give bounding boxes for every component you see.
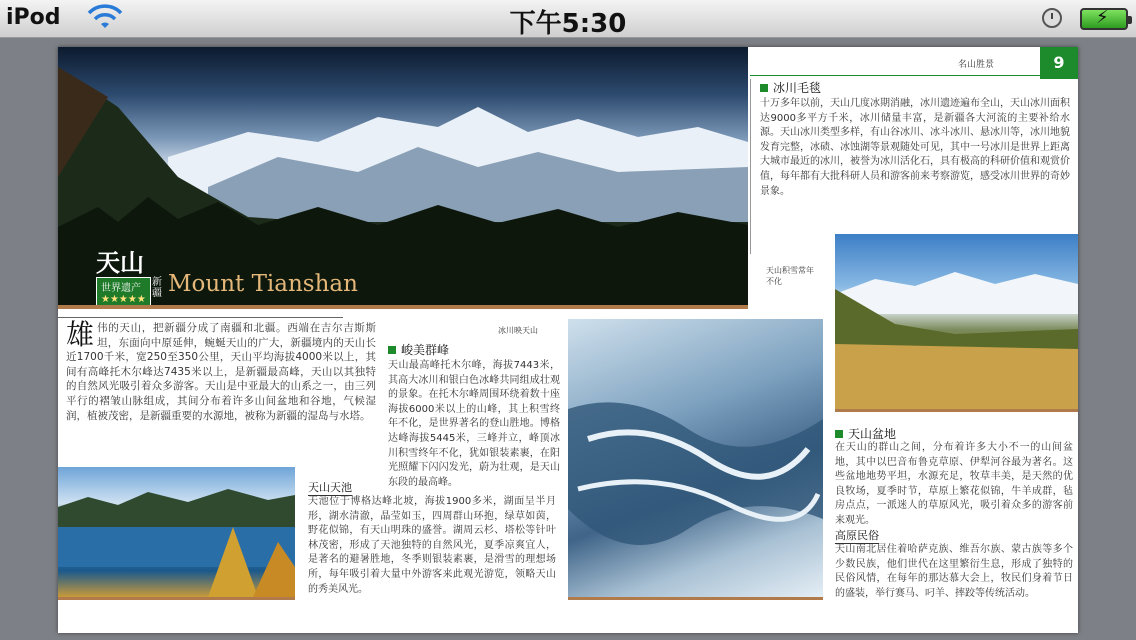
tianchi-lake-photo <box>58 467 295 597</box>
status-time: 下午5:30 <box>509 9 627 39</box>
intro-rule <box>58 317 343 318</box>
section-title-customs: 高原民俗 <box>835 529 879 542</box>
customs-text: 天山南北居住着哈萨克族、维吾尔族、蒙古族等多个少数民族，他们世代在这里繁衍生息，形成了独特的民俗风情，在每年的那达慕大会上，牧民们身着节日的盛装，举行赛马、叼羊、摔跤等传统活动。 <box>835 544 1073 599</box>
mountain-illustration <box>58 47 748 309</box>
hero-title-zh: 天山 <box>96 248 144 277</box>
intro-text: 雄伟的天山，把新疆分成了南疆和北疆。西端在吉尔吉斯斯坦，东面向中原延伸，蜿蜒天山的广大，新疆境内的天山长近1700千米，宽250至350公里，天山平均海拔4000米以上，其间有高峰托木尔峰达7435米以上，是新疆最高峰，天山以其独特的自然风光吸引着众多游客。天山是中亚最大的山系之一，由三列平行的褶皱山脉组成，其间分布着许多山间盆地和谷地，气候湿润，植被茂密，是新疆重要的水源地，被称为新疆的湿岛与水塔。 <box>66 318 376 422</box>
battery-charging-icon: ⚡ <box>1080 8 1128 30</box>
tianshan-hero-photo <box>58 47 748 309</box>
section-title-peaks: 峻美群峰 <box>388 341 449 358</box>
header-rule <box>750 75 1040 76</box>
aerial-mountain-photo <box>568 319 823 597</box>
region-label: 新疆 <box>152 277 162 299</box>
lake-text: 天池位于博格达峰北坡，海拔1900多米，湖面呈半月形，湖水清澈，晶莹如玉，四周群山环抱，绿草如茵，野花似锦，有天山明珠的盛誉。湖周云杉、塔松等针叶林茂密，形成了天池独特的自然风光，夏季凉爽宜人，是著名的避暑胜地，冬季则银装素裹，是滑雪的理想场所，每年吸引着大量中外游客来此观光游览，领略天山的秀美风光。 <box>308 496 556 595</box>
column-divider <box>750 79 751 254</box>
status-bar <box>0 0 1136 38</box>
carrier-label: iPod <box>6 5 61 30</box>
book-page[interactable] <box>58 47 1078 633</box>
aerial-photo-rule <box>568 597 823 600</box>
basin-photo <box>835 234 1078 409</box>
dropcap: 雄 <box>66 318 95 351</box>
hero-rule <box>58 305 748 309</box>
clock-icon <box>1042 8 1062 28</box>
peak-note: 冰川映天山 <box>498 326 538 335</box>
section-title-lake: 天山天池 <box>308 481 352 494</box>
glacier-text: 十万多年以前，天山几度冰期消融，冰川遗迹遍布全山，天山冰川面积达9000多平方千米，冰川储量丰富，是新疆各大河流的主要补给水源。天山冰川类型多样，有山谷冰川、冰斗冰川、悬冰川等，冰川地貌发育完整，冰碛、冰蚀湖等景观随处可见，其中一号冰川是世界上距离大城市最近的冰川，被誉为冰川活化石，具有极高的科研价值和观赏价值，每年都有大批科研人员和游客前来考察游览，感受冰川世界的奇妙景象。 <box>760 98 1070 197</box>
lake-photo-rule <box>58 597 295 600</box>
running-head: 名山胜景 <box>958 60 995 70</box>
basin-photo-rule <box>835 409 1078 412</box>
photo-caption-note: 天山积雪常年不化 <box>766 266 814 286</box>
section-title-glacier: 冰川毛毯 <box>760 79 821 96</box>
heritage-badge: 世界遗产 ★★★★★ <box>96 277 151 307</box>
page-number-tab: 9 <box>1040 47 1078 79</box>
section-title-basin: 天山盆地 <box>835 425 896 442</box>
hero-title-en: Mount Tianshan <box>168 271 358 297</box>
peaks-text: 天山最高峰托木尔峰，海拔7443米，其高大冰川和银白色冰峰共同组成壮观的景象。在托木尔峰周围环绕着数十座海拔6000米以上的山峰，其上积雪终年不化，是世界著名的登山胜地。博格达峰海拔5445米，三峰并立，峰顶冰川积雪终年不化，犹如银装素裹，在阳光照耀下闪闪发光，蔚为壮观，是天山东段的最高峰。 <box>388 360 560 488</box>
basin-text: 在天山的群山之间，分布着许多大小不一的山间盆地，其中以巴音布鲁克草原、伊犁河谷最为著名。这些盆地地势平坦，水源充足，牧草丰美，是天然的优良牧场，夏季时节，草原上繁花似锦，牛羊成群，毡房点点，一派迷人的草原风光，吸引着众多的游客前来观光。 <box>835 442 1073 526</box>
